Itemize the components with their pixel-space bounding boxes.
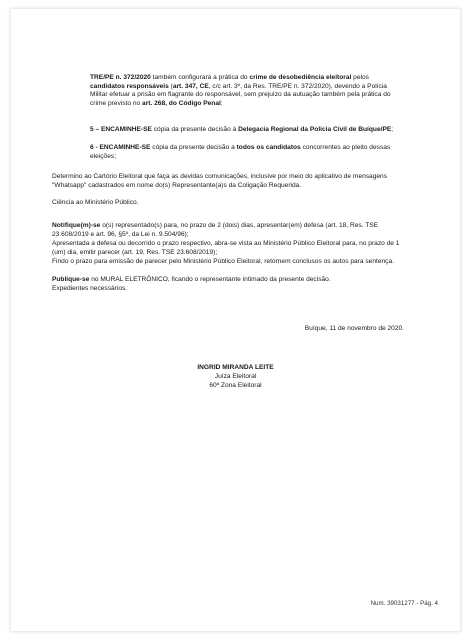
signature-zone: 60ª Zona Eleitoral: [209, 382, 262, 389]
paragraph-publique: Publique-se no MURAL ELETRÔNICO, ficando o representante intimado da presente decisão.: [52, 276, 331, 283]
signature-name: INGRID MIRANDA LEITE: [197, 364, 274, 371]
paragraph-item-6: 6 - ENCAMINHE-SE cópia da presente decisão a todos os candidatos concorrentes ao pleito dessas eleições;: [90, 144, 391, 160]
document-date: Buíque, 11 de novembro de 2020.: [304, 325, 404, 332]
paragraph-findo: Findo o prazo para emissão de parecer pelo Ministério Público Eleitoral, retornem conclusos os autos para sentença.: [52, 258, 394, 265]
paragraph-ciencia: Ciência ao Ministério Público.: [52, 199, 139, 206]
signature-role: Juíza Eleitoral: [214, 373, 257, 380]
page-footer-number: Num. 39031277 - Pág. 4: [370, 600, 438, 607]
paragraph-notifique: Notifique(m)-se o(s) representado(s) para, no prazo de 2 (dois) dias, apresentar(em) defesa (art. 18, Res. TSE 23.608/2019 e art. 96, §5º, da Lei n. 9.504/96);: [52, 222, 379, 238]
paragraph-item-4: TRE/PE n. 372/2020 também configurará a prática do crime de desobediência eleitoral pelos candidatos responsáveis (art. 347, CE, c/c art. 3º, da Res. TRE/PE n. 372/2020), devendo a Polícia Militar efetuar a prisão em flagrante do responsável, sem prejuízo da autuação também pela prática do crime previsto no art. 268, do Código Penal;: [90, 74, 391, 107]
document-page: [10, 8, 461, 632]
paragraph-apresentada: Apresentada a defesa ou decorrido o prazo respectivo, abra-se vista ao Ministério Público Eleitoral para, no prazo de 1 (um) dia, emitir parecer (art. 19, Res. TSE 23.608/2019);: [52, 240, 400, 256]
paragraph-communications: Determino ao Cartório Eleitoral que faça as devidas comunicações, inclusive por meio do aplicativo de mensagens "Whatsapp" cadastrados em nome do(s) Representante(a)s da Coligação Requerida.: [52, 173, 387, 189]
paragraph-item-5: 5 – ENCAMINHE-SE cópia da presente decisão à Delegacia Regional da Polícia Civil de Buíque/PE;: [90, 126, 394, 133]
paragraph-expedientes: Expedientes necessários.: [52, 285, 128, 292]
